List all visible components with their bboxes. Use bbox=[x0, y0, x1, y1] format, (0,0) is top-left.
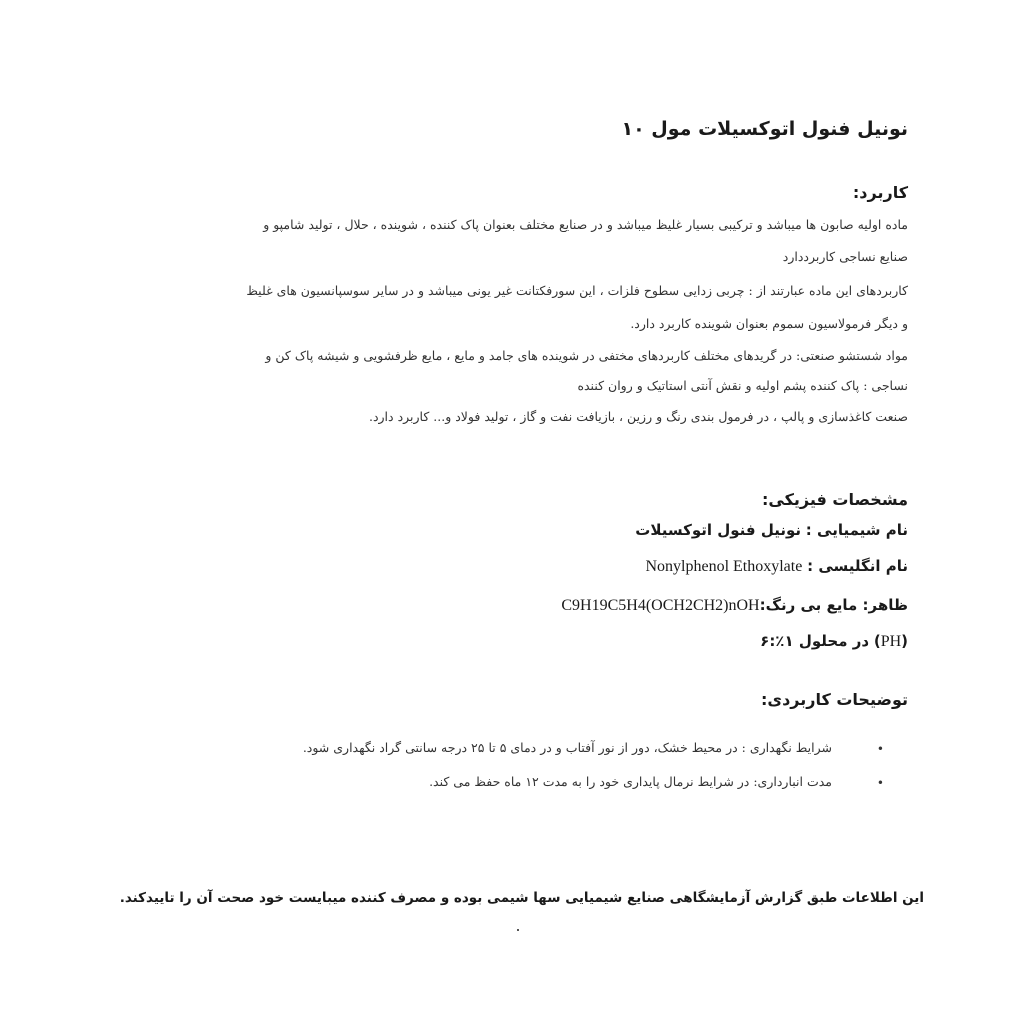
english-name-label: نام انگلیسی : bbox=[807, 557, 908, 575]
storage-conditions-text: شرایط نگهداری : در محیط خشک، دور از نور آفتاب و در دمای ۵ تا ۲۵ درجه سانتی گراد نگهداری شود. bbox=[302, 740, 832, 755]
chemical-name-value: نونیل فنول اتوکسیلات bbox=[635, 521, 802, 539]
english-name-value: Nonylphenol Ethoxylate bbox=[645, 558, 803, 575]
usage-paragraph-line: صنعت کاغذسازی و پالپ ، در فرمول بندی رنگ و رزین ، بازیافت نفت و گاز ، تولید فولاد و... کاربرد دارد. bbox=[368, 409, 908, 424]
list-item bbox=[303, 774, 884, 808]
bullet-icon: • bbox=[876, 742, 884, 756]
english-name-row bbox=[645, 557, 908, 576]
physical-properties-heading: مشخصات فیزیکی: bbox=[762, 490, 908, 509]
bullet-icon: • bbox=[876, 776, 884, 790]
ph-open-paren: ( bbox=[901, 632, 908, 650]
chemical-name-label: نام شیمیایی : bbox=[805, 521, 908, 539]
usage-heading: کاربرد: bbox=[852, 183, 908, 202]
usage-paragraph-line: و دیگر فرمولاسیون سموم بعنوان شوینده کاربرد دارد. bbox=[630, 316, 908, 331]
disclaimer-footer: این اطلاعات طبق گزارش آزمایشگاهی صنایع شیمیایی سها شیمی بوده و مصرف کننده میبایست خود صحت آن را تاییدکند. bbox=[119, 890, 924, 906]
stray-dot bbox=[517, 929, 519, 931]
usage-paragraph-line: کاربردهای این ماده عبارتند از : چربی زدایی سطوح فلزات ، این سورفکتانت غیر یونی میباشد و در سایر سوسپانسیون های غلیظ bbox=[246, 283, 908, 298]
usage-paragraph-line: صنایع نساجی کاربرددارد bbox=[782, 249, 908, 264]
usage-notes-list bbox=[303, 740, 884, 808]
ph-value: ۶ bbox=[760, 632, 770, 650]
document-title: نونیل فنول اتوکسیلات مول ۱۰ bbox=[621, 118, 908, 140]
shelf-life-text: مدت انبارداری: در شرایط نرمال پایداری خود را به مدت ۱۲ ماه حفظ می کند. bbox=[429, 774, 832, 789]
appearance-row bbox=[561, 596, 908, 615]
usage-paragraph-line: نساجی : پاک کننده پشم اولیه و نقش آنتی استاتیک و روان کننده bbox=[577, 378, 908, 393]
usage-paragraph-line: ماده اولیه صابون ها میباشد و ترکیبی بسیار غلیظ میباشد و در صنایع مختلف بعنوان پاک کننده ، شوینده ، حلال ، تولید شامپو و bbox=[263, 217, 908, 232]
ph-code: PH bbox=[880, 633, 902, 650]
ph-label: در محلول ۱٪: bbox=[769, 632, 870, 650]
ph-close-paren: ) bbox=[873, 632, 881, 650]
usage-paragraph-line: مواد شستشو صنعتی: در گریدهای مختلف کاربردهای مختفی در شوینده های جامد و مایع ، مایع ظرفشویی و شیشه پاک کن و bbox=[265, 348, 908, 363]
chemical-formula: C9H19C5H4(OCH2CH2)nOH bbox=[561, 597, 760, 614]
appearance-label: ظاهر: مایع بی رنگ: bbox=[759, 596, 908, 614]
ph-row bbox=[760, 632, 908, 651]
chemical-name-row bbox=[635, 521, 908, 539]
list-item bbox=[303, 740, 884, 774]
usage-notes-heading: توضیحات کاربردی: bbox=[761, 690, 908, 709]
